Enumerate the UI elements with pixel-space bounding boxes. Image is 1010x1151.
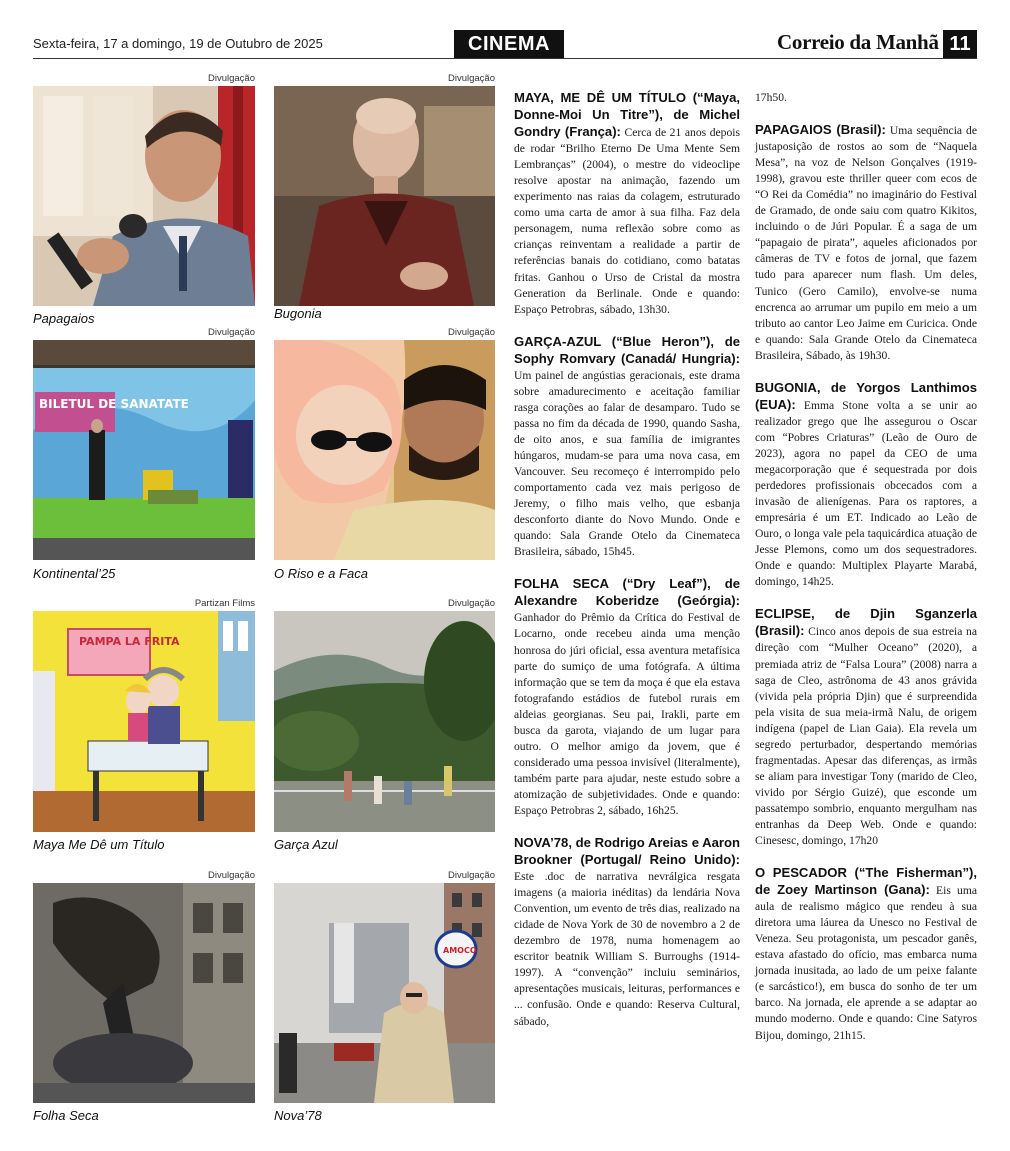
photo-bugonia (274, 86, 495, 306)
section-label: CINEMA (454, 30, 564, 59)
photo-garca-azul (274, 611, 495, 832)
photo-caption: Bugonia (274, 306, 322, 321)
review-eclipse (755, 606, 977, 849)
newspaper-brand: Correio da Manhã (777, 30, 939, 54)
photo-papagaios (33, 86, 255, 306)
review-headline: ECLIPSE, de Djin Sganzerla (Brasil): (755, 606, 977, 639)
review-garca-azul (514, 334, 740, 561)
photo-caption: Maya Me Dê um Título (33, 837, 165, 852)
amoco-sign: AMOCO (443, 946, 477, 955)
review-body: Ganhador do Prêmio da Crítica do Festival de Locarno, onde recebeu ainda uma menção honrosa do júri oficial, essa aventura metafísica parte do sumiço de uma fotógrafa. A última informação que se tem da moça é que ela estava fotografando estádios de futebol rurais em aldeias georgianas. Seu pai, Irakli, parte em busca da garota, viajando de um lugar para outro. O melhor amigo da jovem, que é considerado uma pessoa invisível (literalmente), também parte para ajudar, neste estudo sobre a atomização de subjetividades. Onde e quando: Espaço Petrobras 2, sábado, 16h25. (514, 611, 740, 817)
photo-caption: Garça Azul (274, 837, 338, 852)
review-folha-seca (514, 576, 740, 819)
review-continuation: 17h50. (755, 91, 787, 104)
photo-o-riso-e-a-faca (274, 340, 495, 560)
pampa-sign: PAMPA LA FRITA (79, 635, 180, 648)
review-headline: O PESCADOR (“The Fisherman”), de Zoey Martinson (Gana): (755, 865, 977, 898)
review-body: Uma sequência de justaposição de rostos ao som de “Naquela Mesa”, na voz de Nelson Gonçalves (1919-1998), gravou este thriller queer com ecos de “O Rei da Comédia” no imaginário do Festival de Gramado, de onde saiu com quatro Kikitos, incluindo o de Júri Popular. É a saga de um “papagaio de pirata”, aqueles aficionados por câmeras de TV e fotos de jornal, que fazem tudo para aparecer num flash. Um deles, Tunico (Gero Camilo), envolve-se numa encrenca ao arrumar um pupilo em meio a um tributo ao cantor Leo Jaime em Curicica. Onde e quando: Sala Grande Otelo da Cinemateca Brasileira, Sábado, às 19h30. (755, 124, 977, 362)
photo-credit: Divulgação (208, 870, 255, 881)
page-number: 11 (943, 30, 977, 59)
review-body: Eis uma aula de realismo mágico que rendeu à sua diretora uma láurea da Unesco no Festival de Veneza. Seu protagonista, um pescador ganês, estava afastado do ofício, mas embarca numa jornada inusitada, ao lado de um peixe falante (e sarcástico!), em busca do sonho de ter um barco. Na jornada, ele aprende a se adaptar ao mundo moderno. Onde e quando: Cine Satyros Bijou, domingo, 21h15. (755, 884, 977, 1042)
review-headline: NOVA’78, de Rodrigo Areias e Aaron Brookner (Portugal/ Reino Unido): (514, 835, 740, 868)
photo-caption: Folha Seca (33, 1108, 99, 1123)
photo-credit: Divulgação (448, 73, 495, 84)
review-body: Emma Stone volta a se unir ao realizador grego que lhe assegurou o Oscar com “Pobres Criaturas” (Leão de Ouro de 2023), agora no papel da CEO de uma megacorporação que é sequestrada por dois perdedores profissionais obcecados com a invasão de alienígenas. Para os raptores, a empresária é um ET. Indicado ao Leão de Ouro, o longa vale pela taquicárdica atuação de Jesse Plemons, como um dos sequestradores. Onde e quando: Multiplex Playarte Marabá, domingo, 14h25. (755, 398, 977, 589)
photo-maya (33, 611, 255, 832)
photo-caption: Nova’78 (274, 1108, 322, 1123)
header-divider (33, 58, 977, 59)
photo-credit: Divulgação (448, 870, 495, 881)
review-nova78 (514, 835, 740, 1030)
review-headline: PAPAGAIOS (Brasil): (755, 122, 886, 138)
issue-date: Sexta-feira, 17 a domingo, 19 de Outubro de 2025 (33, 36, 323, 51)
review-headline: GARÇA-AZUL (“Blue Heron”), de Sophy Romvary (Canadá/ Hungria): (514, 333, 740, 366)
review-bugonia (755, 380, 977, 591)
photo-credit: Partizan Films (194, 598, 255, 609)
review-papagaios (755, 122, 977, 364)
review-o-pescador (755, 865, 977, 1044)
review-headline: FOLHA SECA (“Dry Leaf”), de Alexandre Koberidze (Geórgia): (514, 576, 740, 609)
photo-kontinental (33, 340, 255, 560)
photo-credit: Divulgação (208, 73, 255, 84)
photo-folha-seca (33, 883, 255, 1103)
text-column-2 (755, 90, 977, 1060)
review-body: Este .doc de narrativa nevrálgica resgata imagens (a maioria inéditas) da lendária Nova Convention, um evento de três dias, realizado na cidade de Nova York de 30 de novembro a 2 de dezembro de 1978, numa homenagem ao escritor beatnik William S. Burroughs (1914-1997). A “convenção” incluiu seminários, apresentações musicais, leituras, performances e ... confusão. Onde e quando: Reserva Cultural, sábado, (514, 870, 740, 1028)
review-body: Um painel de angústias geracionais, este drama sobre amadurecimento e aceitação familiar rasga corações ao falar de desamparo. Tudo se passa no fim da década de 1990, quando Sasha, de oito anos, e sua família de imigrantes húngaros, mudam-se para uma nova casa, em Vancouver. Seu recomeço é interrompido pelo comportamento cada vez mais perigoso de Jeremy, o filho mais velho, que esbanja desconforto diante do Novo Mundo. Onde e quando: Sala Grande Otelo da Cinemateca Brasileira, sábado, 15h45. (514, 368, 740, 559)
biletul-sign-top: BILETUL DE SANATATE (39, 397, 189, 411)
photo-nova78 (274, 883, 495, 1103)
photo-caption: Papagaios (33, 311, 95, 326)
photo-caption: O Riso e a Faca (274, 566, 368, 581)
review-body: Cerca de 21 anos depois de rodar “Brilho Eterno De Uma Mente Sem Lembranças” (2004), o mestre do videoclipe resolve apostar na animação, fazendo um experimento nas raias da colagem, estruturado como uma carta de amor à sua filha. Faz dela personagem, numa reflexão sobre como as crianças reinventam a realidade a partir de referências banais do cotidiano, como batatas fritas. Ganhou o Urso de Cristal da mostra Generation da Berlinale. Onde e quando: Espaço Petrobras, sábado, 13h30. (514, 126, 740, 316)
photo-credit: Divulgação (448, 327, 495, 338)
photo-caption: Kontinental’25 (33, 566, 116, 581)
review-body: Cinco anos depois de sua estreia na direção com “Mulher Oceano” (2020), a premiada atriz de “Falsa Loura” (2008) narra a saga de Cleo, astrônoma de 43 anos grávida (vivida pela própria Djin) que é surpreendida pela visita de sua meia-irmã Nalu, de origem indígena (papel de Lian Gaia). Ela revela um segredo perturbador, despertando memórias fragmentadas. Apesar das diferenças, as irmãs se aliam para investigar Tony (marido de Cleo, vivido por Sérgio Guizé), que esconde um passatempo sombrio, enquanto mergulham nas entranhas da Deep Web. Onde e quando: Cinesesc, domingo, 17h20 (755, 625, 977, 848)
review-headline: MAYA, ME DÊ UM TÍTULO (“Maya, Donne-Moi Un Titre”), de Michel Gondry (França): (514, 90, 740, 140)
review-headline: BUGONIA, de Yorgos Lanthimos (EUA): (755, 379, 977, 412)
text-column-1 (514, 90, 740, 1046)
photo-credit: Divulgação (448, 598, 495, 609)
review-maya (514, 90, 740, 318)
photo-credit: Divulgação (208, 327, 255, 338)
